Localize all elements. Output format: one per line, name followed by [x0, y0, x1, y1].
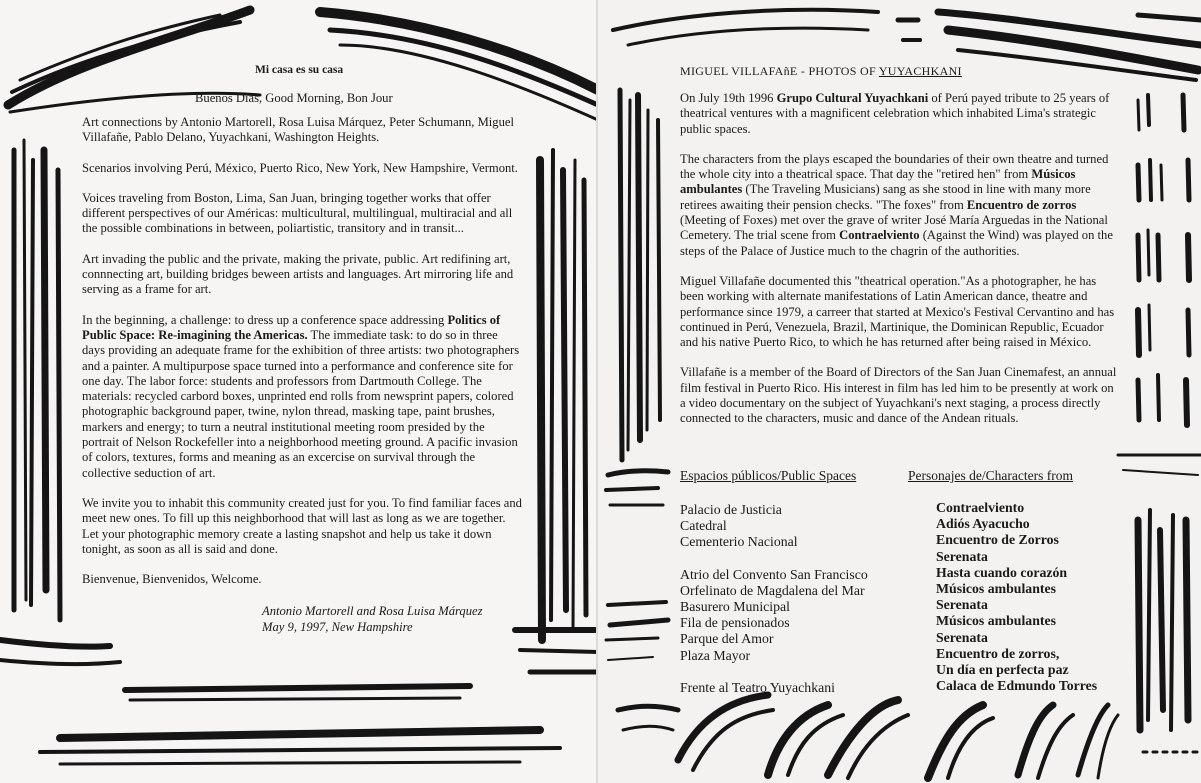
list-item: Palacio de Justicia	[680, 502, 782, 517]
list-item: Serenata	[936, 548, 988, 564]
paragraph-1: Art connections by Antonio Martorell, Rosa Luisa Márquez, Peter Schumann, Miguel Villafañe, Pablo Delano, Yuyachkani, Washington Heights.	[82, 115, 514, 145]
list-item: Frente al Teatro Yuyachkani	[680, 679, 835, 695]
list-item: Parque del Amor	[680, 631, 774, 647]
signature	[262, 603, 483, 635]
list-item: Atrio del Convento San Francisco	[680, 566, 868, 582]
list-item: Fila de pensionados	[680, 615, 790, 631]
characters-heading: Personajes de/Characters from	[908, 468, 1073, 483]
r-paragraph-3: Miguel Villafañe documented this "theatrical operation."As a photographer, he has been working with alternate manifestations of Latin American dance, theatre and performance since 1979, a carreer that started at Mexico's Festival Cervantino and has continued in Perú, Venezuela, Brazil, Martinique, the Dominican Republic, Ecuador and his native Puerto Rico, to which he has returned after being raised in México.	[680, 273, 1115, 350]
list-item: Orfelinato de Magdalena del Mar	[680, 582, 865, 598]
paragraph-5: In the beginning, a challenge: to dress up a conference space addressing Politics of Public Space: Re-imagining the Americas. The immediate task: to do so in three days providing an adequate frame for the exhibition of three artists: two photographers and a painter. A multipurpose space turned into a performance and conference site for one day. The labor force: students and professors from Dartmouth College. The materials: recycled carbord boxes, unprinted end rolls from newsprint papers, colored photographic background paper, twine, nylon thread, masking tape, paint brushes, markers and energy; to turn a neutral institutional meeting room presided by the portrait of Nelson Rockefeller into a neighborhood meeting ground. A pacific invasion of colors, textures, forms and meaning as an excercise on survival through the collective seduction of art.	[82, 312, 520, 480]
right-body	[680, 91, 1120, 442]
list-item: Un día en perfecta paz	[936, 662, 1069, 678]
list-item: Catedral	[680, 518, 727, 534]
page-title-right: MIGUEL VILLAFAñE - PHOTOS OF YUYACHKANI	[680, 64, 962, 78]
paragraph-6: We invite you to inhabit this community created just for you. To find familiar faces and meet new ones. To fill up this neighborhood that will last as long as we are together. Let your photographic memory create a lasting snapshot and help us take it down tonight, as soon as all is said and done.	[82, 495, 522, 556]
paragraph-4: Art invading the public and the private, making the private, public. Art redifining art, connnecting art, building bridges beween artists and languages. Art mirroring life and serving as a frame for art.	[82, 251, 514, 297]
signature-date: May 9, 1997, New Hampshire	[262, 620, 413, 634]
list-item: Encuentro de zorros,	[936, 645, 1060, 661]
greeting: Buenos Días, Good Morning, Bon Jour	[195, 91, 393, 105]
list-item: Contraelviento	[936, 500, 1025, 515]
list-item: Adiós Ayacucho	[936, 516, 1030, 532]
signature-names: Antonio Martorell and Rosa Luisa Márquez	[262, 604, 483, 618]
paragraph-3: Voices traveling from Boston, Lima, San Juan, bringing together works that offer different perspectives of our Américas: multicultural, multilingual, multiracial and all the possible combinations in between, poliartistic, transitory and in transit...	[82, 190, 513, 236]
list-item: Calaca de Edmundo Torres	[936, 678, 1098, 694]
r-paragraph-2: The characters from the plays escaped the boundaries of their own theatre and turned the whole city into a theatrical space. That day the "retired hen" from Músicos ambulantes (The Traveling Musicians) sang as she stood in line with many more retirees awaiting their pension checks. "The foxes" from Encuentro de zorros (Meeting of Foxes) met over the grave of writer José María Arguedas in the National Cemetery. The trial scene from Contraelviento (Against the Wind) was played on the steps of the Palace of Justice much to the chagrin of the authorities.	[680, 151, 1113, 258]
list-item: Hasta cuando corazón	[936, 564, 1068, 580]
list-item: Basurero Municipal	[680, 599, 790, 615]
right-page	[598, 0, 1201, 783]
list-item: Plaza Mayor	[680, 647, 751, 663]
r-paragraph-4: Villafañe is a member of the Board of Directors of the San Juan Cinemafest, an annual film festival in Puerto Rico. His interest in film has led him to be presently at work on a video documentary on the subject of Yuyachkani's next staging, a process directly connected to the characters, music and dance of the Andean rituals.	[680, 365, 1117, 426]
left-page	[0, 0, 598, 783]
characters-list	[936, 500, 1097, 694]
title-link-yuyachkani: YUYACHKANI	[878, 64, 962, 78]
paragraph-2: Scenarios involving Perú, México, Puerto Rico, New York, New Hampshire, Vermont.	[82, 160, 518, 175]
list-item: Serenata	[936, 629, 988, 645]
spaces-heading: Espacios públicos/Public Spaces	[680, 468, 857, 483]
spaces-list	[680, 502, 868, 696]
list-item: Serenata	[936, 597, 988, 613]
paragraph-7: Bienvenue, Bienvenidos, Welcome.	[82, 572, 262, 587]
list-item: Músicos ambulantes	[936, 613, 1056, 629]
list-item: Encuentro de Zorros	[936, 532, 1059, 548]
left-body	[82, 115, 522, 602]
list-item: Cementerio Nacional	[680, 534, 798, 550]
list-item: Músicos ambulantes	[936, 581, 1056, 597]
page-title-left: Mi casa es su casa	[255, 64, 344, 76]
politics-title: Politics of Public Space: Re-imagining the Americas.	[82, 312, 501, 342]
r-paragraph-1: On July 19th 1996 Grupo Cultural Yuyachkani of Perú payed tribute to 25 years of theatrical ventures with a magnificent celebration which inhabited Lima's strategic public spaces.	[680, 91, 1110, 136]
